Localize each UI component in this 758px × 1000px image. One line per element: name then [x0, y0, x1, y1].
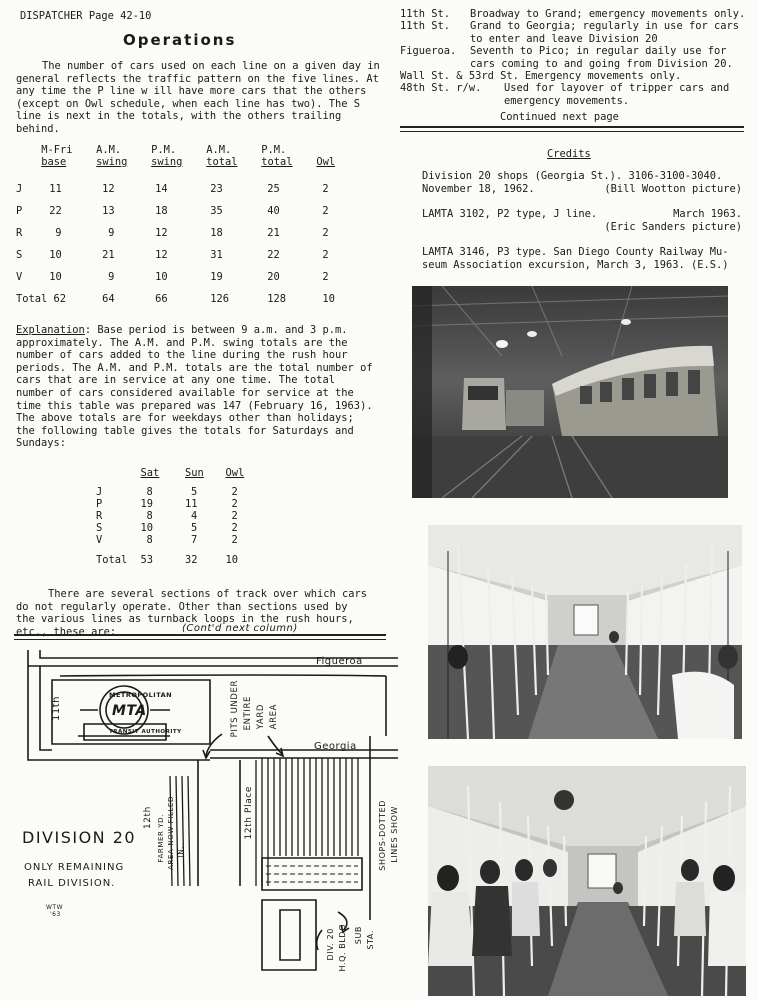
div-hq-2: H.Q. BLDG [338, 924, 347, 972]
explanation-paragraph: Explanation: Base period is between 9 a.m. and 3 p.m. approximately. The A.M. and P.M. swing totals are the number of cars added to the line during the rush hour periods. The A.M. and P.M. totals are the total number of cars that are in service at any one time. The total number of cars considered available for service at the time this table was prepared was 147 (February 16, 1963). The above totals are for weekdays other than holidays; the following table gives the totals for Saturdays and Sundays: [16, 324, 373, 450]
div-hq-1: DIV. 20 [326, 928, 335, 961]
header-am-total: total [206, 156, 238, 168]
credit-item: Division 20 shops (Georgia St.). 3106-3100-3040. November 18, 1962. (Bill Wootton picture) [422, 170, 742, 195]
table-row: R 9 9 12 18 21 2 [16, 227, 329, 239]
pits-note-3: YARD [256, 704, 266, 730]
georgia-label: Georgia [314, 741, 357, 752]
header-owl: Owl [316, 156, 336, 168]
header-pm-swing: swing [151, 156, 183, 168]
sub-sta-1: SUB [354, 926, 363, 945]
header-pm2: P.M. [261, 144, 287, 156]
table-row: S 10 5 2 [96, 522, 238, 534]
header-mfri: M-Fri [41, 144, 73, 156]
divider [14, 634, 386, 636]
header-base: base [41, 156, 67, 168]
shops-note-2: LINES SHOW [390, 806, 399, 863]
continued-note: Continued next page [500, 111, 619, 123]
table-row: S 10 21 12 31 22 2 [16, 249, 329, 261]
farmer-yd-1: FARMER YD. [157, 814, 165, 863]
sub-sta-2: STA. [366, 930, 375, 950]
shop-interior-photo [412, 286, 728, 498]
table-row: J 11 12 14 23 25 2 [16, 183, 329, 195]
logo-center-text: MTA [112, 703, 147, 719]
header-am: A.M. [96, 144, 122, 156]
pits-note-1: PITS UNDER [230, 680, 240, 738]
divider [400, 131, 744, 132]
divider [400, 126, 744, 128]
table-row: R 8 4 2 [96, 510, 238, 522]
car-interior-photo-passengers [428, 766, 746, 996]
table-row: P 19 11 2 [96, 498, 238, 510]
page-label: DISPATCHER Page 42-10 [20, 10, 152, 22]
table-row: V 8 7 2 [96, 534, 238, 546]
track-sections-list [400, 8, 752, 107]
intro-paragraph: The number of cars used on each line on a given day in general reflects the traffic pattern on the five lines. At any time the P line w ill have more cars that the others (except on Owl schedule, when each line has two). The S line is next in the totals, with the others trailing behind. [16, 60, 380, 135]
logo-top-text: METROPOLITAN [109, 691, 173, 699]
division-label: DIVISION 20 [22, 828, 137, 847]
header-pm: P.M. [151, 144, 177, 156]
pits-note-4: AREA [269, 704, 279, 730]
header-am-swing: swing [96, 156, 128, 168]
logo-bottom-text: TRANSIT AUTHORITY [109, 729, 182, 735]
credit-item: LAMTA 3102, P2 type, J line. March 1963. (Eric Sanders picture) [422, 208, 742, 233]
list-item: 11th St. Broadway to Grand; emergency movements only. [400, 8, 746, 20]
twelfth-place-label: 12th Place [244, 786, 254, 840]
page-title: Operations [123, 31, 237, 49]
contd-note: (Cont'd next column) [182, 623, 298, 634]
only-remaining-2: RAIL DIVISION. [28, 878, 116, 889]
list-item: 48th St. r/w. Used for layover of tripper cars and emergency movements. [400, 82, 730, 107]
twelfth-label: 12th [143, 806, 153, 830]
figueroa-label: Figueroa [316, 656, 363, 667]
list-item: Figueroa. Seventh to Pico; in regular daily use for cars coming to and going from Division 20. [400, 45, 733, 70]
weekend-table: Sat Sun Owl J 8 5 2 P 19 11 2 R 8 4 2 S 10 5 2 V 8 7 2 Total 53 32 10 [96, 460, 266, 574]
credits-title: Credits [547, 148, 591, 160]
farmer-yd-2: AREA-NOW FILLED [167, 796, 175, 870]
shops-note-1: SHOPS-DOTTED [378, 800, 387, 871]
explanation-label: Explanation [16, 324, 85, 336]
initials-2: '63 [50, 911, 61, 918]
eleventh-label: 11th [50, 696, 62, 721]
table-total-row: Total 62 64 66 126 128 10 [16, 293, 335, 305]
table-row: J 8 5 2 [96, 486, 238, 498]
header-pm-total: total [261, 156, 293, 168]
car-interior-photo-empty [428, 525, 742, 739]
credit-item: LAMTA 3146, P3 type. San Diego County Railway Mu- seum Association excursion, March 3, 1963. (E.S.) [422, 246, 729, 271]
initials-1: WTW [46, 904, 64, 911]
list-item: Wall St. & 53rd St. Emergency movements only. [400, 70, 682, 83]
table-row: P 22 13 18 35 40 2 [16, 205, 329, 217]
sections-paragraph: There are several sections of track over which cars do not regularly operate. Other than sections used by the various lines as turnback loops in the rush hours, etc., these are: [16, 588, 368, 638]
farmer-yd-3: IN. [177, 846, 185, 858]
only-remaining-1: ONLY REMAINING [24, 862, 125, 873]
list-item: 11th St. Grand to Georgia; regularly in use for cars to enter and leave Division 20 [400, 20, 739, 45]
header-am2: A.M. [206, 144, 232, 156]
weekday-table [16, 142, 346, 310]
table-total-row: Total 53 32 10 [96, 554, 239, 566]
pits-note-2: ENTIRE [243, 696, 253, 731]
table-row: V 10 9 10 19 20 2 [16, 271, 329, 283]
arrow-pits-right [268, 736, 282, 754]
